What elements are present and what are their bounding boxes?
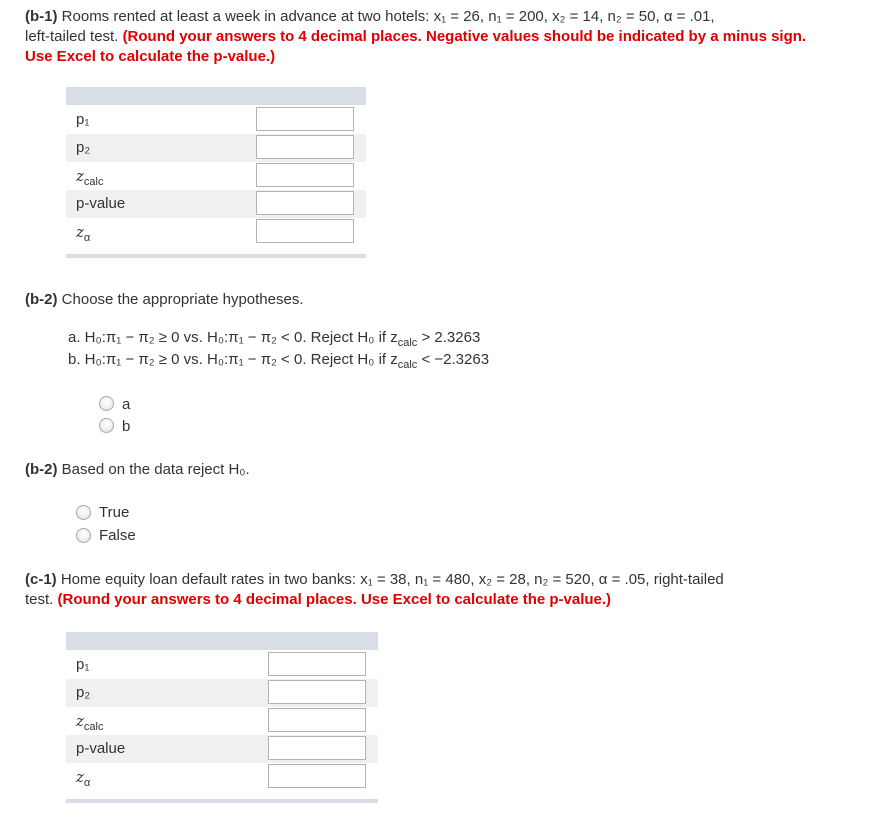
c1-label-pvalue: p-value [76,740,126,757]
b2b-question [25,460,815,480]
radio-true[interactable] [76,505,91,520]
c1-label-p2: p₂ [76,684,91,701]
table-row [66,162,366,190]
c1-label-zalpha: $z_\alpha$ [76,768,91,789]
radio-false[interactable] [76,528,91,543]
b1-pvalue-input[interactable] [256,191,354,215]
b1-label-pvalue: p-value [76,195,126,212]
c1-table-header [66,632,378,650]
b1-instruction: (Round your answers to 4 decimal places. Negative values should be indicated by a minus sign. Use Excel to calculate the p-value.) [25,28,807,65]
b1-text: Rooms rented at least a week in advance at two hotels: [61,8,430,25]
b2-option-a-text: a. H₀:π₁ − π₂ ≥ 0 vs. H₀:π₁ − π₂ < 0. Reject H₀ if $z_{calc} > 2.3263$ [68,329,481,349]
table-row [66,218,366,246]
b2b-tag: (b-2) [25,461,58,478]
b2-option-b-text: b. H₀:π₁ − π₂ ≥ 0 vs. H₀:π₁ − π₂ < 0. Reject H₀ if $z_{calc} < -2.3263$ [68,351,490,371]
c1-pvalue-input[interactable] [268,736,366,760]
c1-label-zcalc: $z_{calc}$ [76,712,104,733]
table-row [66,651,378,679]
c1-p1-input[interactable] [268,652,366,676]
b1-label-p1: p₁ [76,111,90,128]
b1-p2-input[interactable] [256,135,354,159]
table-row [66,106,366,134]
radio-false-label: False [99,527,136,544]
b2-question [25,290,815,310]
table-row [66,134,366,162]
radio-a-label: a [122,396,131,413]
b2b-question-text: Based on the data reject H₀. [61,461,250,478]
radio-b-label: b [122,418,131,435]
radio-b[interactable] [99,418,114,433]
c1-params: x₁ = 38, n₁ = 480, x₂ = 28, n₂ = 520, α = .05, right-tailed [360,571,724,588]
table-row [66,707,378,735]
radio-a[interactable] [99,396,114,411]
table-row [66,735,378,763]
c1-question [25,570,815,610]
b2-tag: (b-2) [25,291,58,308]
b2-question-text: Choose the appropriate hypotheses. [61,291,304,308]
c1-p2-input[interactable] [268,680,366,704]
table-row [66,190,366,218]
b1-table-footer [66,254,366,258]
b1-label-zcalc: $z_{calc}$ [76,167,104,188]
b1-label-zalpha: $z_\alpha$ [76,223,91,244]
c1-instruction: (Round your answers to 4 decimal places. Use Excel to calculate the p-value.) [57,591,612,608]
radio-true-label: True [99,504,130,521]
c1-tag: (c-1) [25,571,57,588]
b1-zalpha-input[interactable] [256,219,354,243]
b1-zcalc-input[interactable] [256,163,354,187]
c1-text: Home equity loan default rates in two banks: [60,571,357,588]
c1-label-p1: p₁ [76,656,90,673]
table-row [66,679,378,707]
table-row [66,763,378,791]
c1-text-line2: test. [25,591,54,608]
b1-p1-input[interactable] [256,107,354,131]
b1-tag: (b-1) [25,8,58,25]
c1-zcalc-input[interactable] [268,708,366,732]
b1-label-p2: p₂ [76,139,91,156]
b1-question [25,7,815,67]
b1-text-line2: left-tailed test. [25,28,119,45]
b1-table-header [66,87,366,105]
c1-table-footer [66,799,378,803]
b1-params: x₁ = 26, n₁ = 200, x₂ = 14, n₂ = 50, α = .01, [433,8,715,25]
c1-zalpha-input[interactable] [268,764,366,788]
